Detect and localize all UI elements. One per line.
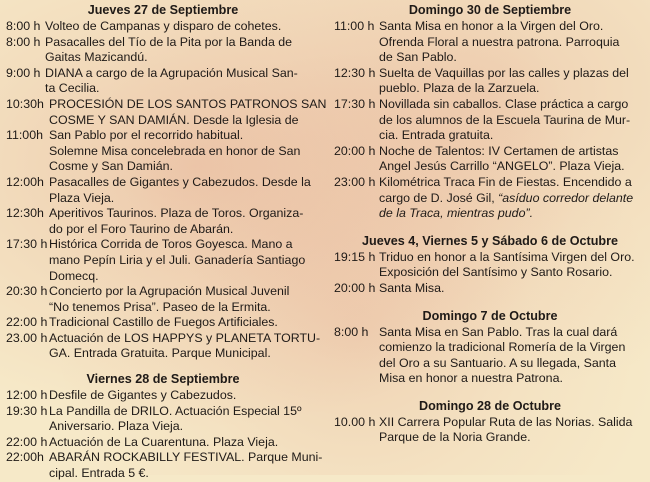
entry-line: Misa en honor a nuestra Patrona. [379, 371, 563, 386]
section-heading: Domingo 30 de Septiembre [408, 3, 572, 17]
entry-text [379, 250, 646, 281]
entry-time: 19:15 h [334, 249, 376, 264]
schedule-entry [334, 144, 646, 175]
schedule-entry [334, 175, 646, 222]
entry-text [379, 144, 646, 175]
entry-line: pueblo. Plaza de la Zarzuela. [379, 81, 540, 96]
entry-line: Pasacalles del Tío de la Pita por la Banda de [45, 34, 293, 49]
entry-line: de la Traca, mientras pudo”. [379, 206, 534, 221]
entry-time: 9:00 h [6, 65, 41, 80]
entry-time: 19:30 h [6, 403, 48, 418]
entry-time: 12:00 h [6, 388, 48, 403]
entry-line: Angel Jesús Carrillo “ANGELO”. Plaza Vieja. [379, 159, 625, 174]
schedule-entry [6, 237, 320, 284]
schedule-entry [6, 315, 320, 331]
entry-text [49, 435, 320, 451]
entry-line: Noche de Talentos: IV Certamen de artistas [379, 143, 619, 158]
schedule-entry [6, 35, 320, 66]
entry-line: Santa Misa. [379, 280, 445, 295]
entry-line: Parque de la Noria Grande. [379, 430, 531, 445]
entry-line [379, 191, 646, 207]
entry-time: 8:00 h [6, 19, 41, 33]
schedule-entry [6, 404, 320, 435]
entry-text [49, 331, 320, 362]
entry-line: de los alumnos de la Escuela Taurina de Mur- [379, 112, 631, 127]
entry-line-text: cargo de D. José Gil, [379, 190, 499, 205]
entry-time: 12:30 h [334, 65, 376, 80]
schedule-entry [334, 66, 646, 97]
schedule-entry [334, 325, 646, 387]
entry-line: Triduo en honor a la Santísima Virgen del Oro. [379, 249, 635, 264]
schedule-entry [6, 206, 320, 237]
schedule-entry [334, 250, 646, 281]
entry-time: 12:00h [6, 174, 44, 189]
schedule-entry [334, 19, 646, 66]
entry-text [49, 237, 320, 284]
entry-text [379, 325, 646, 387]
entry-text [379, 97, 646, 144]
entry-line: comienzo la tradicional Romería de la Virgen [379, 340, 626, 355]
entry-line: Gaitas Mazicandú. [45, 50, 148, 65]
schedule-entry [6, 66, 320, 97]
schedule-entry [334, 281, 646, 297]
entry-line: Kilométrica Traca Fin de Fiestas. Encendido a [379, 174, 632, 189]
entry-text [45, 66, 320, 97]
entry-text [49, 175, 320, 206]
entry-line: cipal. Entrada 5 €. [49, 466, 149, 481]
schedule-entry [6, 175, 320, 206]
entry-time: 8:00 h [6, 34, 41, 49]
schedule-entry [334, 97, 646, 144]
schedule-entry [6, 388, 320, 404]
entry-text [49, 450, 322, 481]
entry-line: cia. Entrada gratuita. [379, 128, 494, 143]
entry-text [379, 66, 646, 97]
entry-line: Plaza Vieja. [49, 190, 115, 205]
entry-line: Santa Misa en honor a la Virgen del Oro. [379, 19, 604, 33]
entry-line: Exposición del Santísimo y Santo Rosario. [379, 265, 613, 280]
section-heading: Domingo 7 de Octubre [422, 308, 558, 323]
entry-text [49, 206, 320, 237]
entry-line: Domecq. [49, 268, 99, 283]
entry-time: 22:00h [6, 450, 44, 465]
entry-line: Actuación de La Cuarentuna. Plaza Vieja. [49, 434, 279, 449]
entry-line: COSME Y SAN DAMIÁN. Desde la Iglesia de [49, 112, 299, 127]
entry-text [379, 19, 646, 66]
schedule-entry [334, 415, 646, 446]
entry-text [49, 284, 320, 315]
entry-line: Pasacalles de Gigantes y Cabezudos. Desde la [49, 174, 311, 189]
schedule-entry [6, 128, 320, 175]
entry-text [379, 281, 646, 297]
entry-time: 8:00 h [334, 324, 369, 339]
entry-time: 11:00 h [334, 19, 375, 33]
entry-time: 10:30h [6, 96, 44, 111]
section-heading: Viernes 28 de Septiembre [86, 372, 240, 387]
schedule-entry [6, 331, 320, 362]
entry-line: Ofrenda Floral a nuestra patrona. Parroquia [379, 34, 620, 49]
entry-time: 22:00 h [6, 434, 48, 449]
entry-line: Novillada sin caballos. Clase práctica a cargo [379, 96, 629, 111]
entry-line-quote: “asíduo corredor delante [498, 190, 634, 205]
schedule-entry [6, 19, 320, 35]
entry-line: ABARÁN ROCKABILLY FESTIVAL. Parque Muni- [49, 450, 323, 465]
entry-line: Actuación de LOS HAPPYS y PLANETA TORTU- [49, 330, 321, 345]
entry-text [379, 415, 646, 446]
right-column [334, 0, 646, 446]
entry-line: XII Carrera Popular Ruta de las Norias. Salida [379, 414, 633, 429]
entry-line: Volteo de Campanas y disparo de cohetes. [45, 19, 282, 33]
entry-text [45, 35, 320, 66]
entry-line: Tradicional Castillo de Fuegos Artificiales. [49, 315, 278, 330]
entry-text [45, 19, 320, 35]
entry-line: La Pandilla de DRILO. Actuación Especial 15º [49, 403, 302, 418]
entry-line: de San Pablo. [379, 50, 457, 65]
schedule-entry [6, 96, 327, 128]
section-heading: Domingo 28 de Octubre [418, 398, 562, 413]
entry-time: 23.00 h [6, 330, 48, 345]
entry-time: 11:00h [6, 128, 43, 143]
entry-line: Suelta de Vaquillas por las calles y plazas del [379, 65, 629, 80]
entry-line: DIANA a cargo de la Agrupación Musical San- [45, 65, 298, 80]
entry-time: 22:00 h [6, 315, 48, 330]
entry-time: 20:00 h [334, 143, 376, 158]
section-heading: Jueves 27 de Septiembre [87, 3, 239, 17]
entry-line: Aperitivos Taurinos. Plaza de Toros. Organiza- [49, 206, 304, 221]
section-heading: Jueves 4, Viernes 5 y Sábado 6 de Octubre [362, 233, 618, 248]
entry-text [49, 315, 320, 331]
entry-line: Histórica Corrida de Toros Goyesca. Mano a [49, 237, 293, 252]
entry-line: San Pablo por el recorrido habitual. [49, 128, 244, 143]
schedule-entry [6, 435, 320, 451]
schedule-entry [6, 284, 320, 315]
entry-line: “No tenemos Prisa”. Paseo de la Ermita. [49, 299, 271, 314]
entry-line: Concierto por la Agrupación Musical Juvenil [49, 284, 290, 299]
schedule-entry [6, 450, 323, 481]
entry-text [49, 128, 320, 175]
entry-text [49, 404, 320, 435]
entry-time: 12:30h [6, 206, 44, 221]
entry-line: GA. Entrada Gratuita. Parque Municipal. [49, 346, 271, 361]
entry-line: Desfile de Gigantes y Cabezudos. [49, 388, 237, 403]
entry-line: do por el Foro Taurino de Abarán. [49, 221, 234, 236]
entry-line: mano Pepín Liria y el Juli. Ganadería Santiago [49, 252, 306, 267]
entry-line: Aniversario. Plaza Vieja. [49, 419, 184, 434]
entry-time: 10.00 h [334, 414, 376, 429]
entry-time: 23:00 h [334, 174, 376, 189]
entry-line: PROCESIÓN DE LOS SANTOS PATRONOS SAN [49, 96, 327, 111]
entry-line: del Oro a su Santuario. A su llegada, Santa [379, 355, 616, 370]
entry-text [49, 388, 320, 404]
left-column [6, 0, 327, 482]
entry-line: ta Cecilia. [45, 81, 100, 96]
entry-line: Cosme y San Damián. [49, 159, 173, 174]
entry-time: 17:30 h [6, 237, 48, 252]
entry-time: 20:30 h [6, 284, 48, 299]
entry-text [379, 175, 646, 222]
entry-text [49, 97, 326, 128]
entry-time: 20:00 h [334, 280, 376, 295]
entry-time: 17:30 h [334, 96, 376, 111]
entry-line: Santa Misa en San Pablo. Tras la cual dará [379, 324, 618, 339]
entry-line: Solemne Misa concelebrada en honor de San [49, 143, 301, 158]
